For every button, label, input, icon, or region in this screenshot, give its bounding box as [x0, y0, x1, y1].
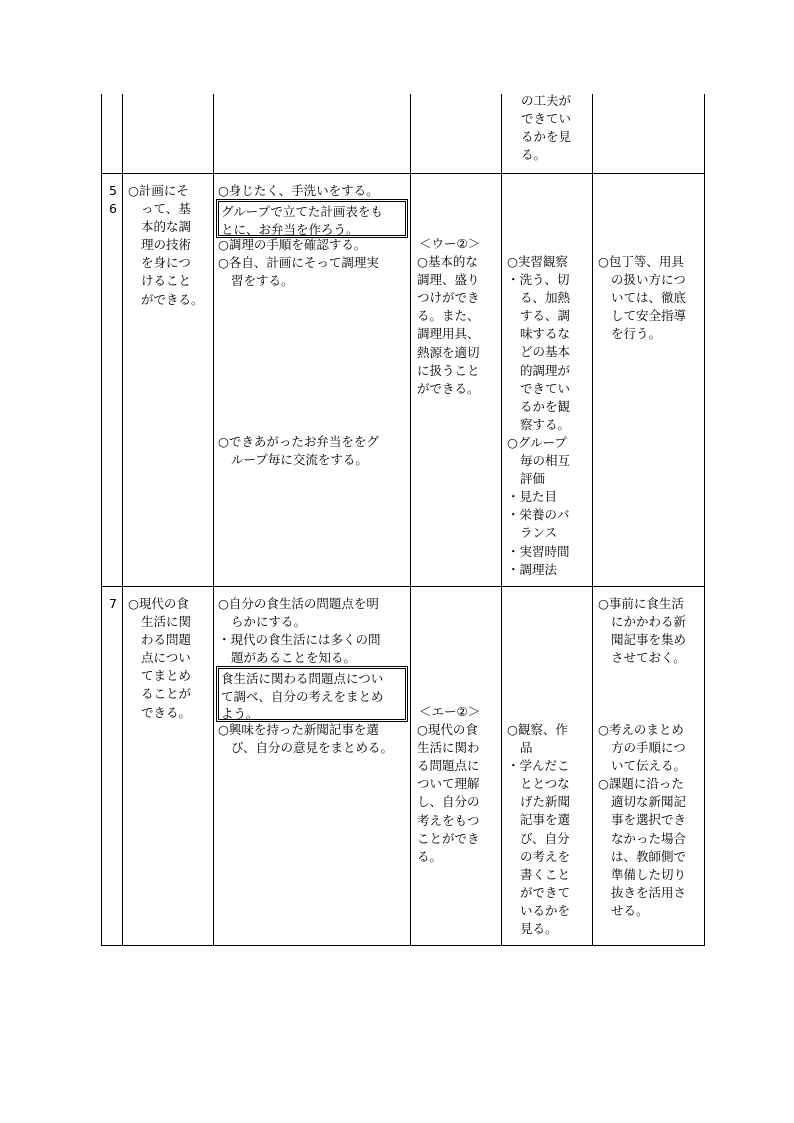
row56-evaluation-method — [507, 253, 570, 579]
text-line: ・洗う、切 — [507, 272, 570, 288]
text-line: つけができ — [417, 290, 480, 306]
text-line: ○できあがったお弁当ををグ — [218, 434, 379, 449]
text-line: できてい — [521, 111, 572, 127]
text-line: 毎の相互 — [520, 453, 571, 469]
text-line: ついて理解 — [417, 776, 480, 792]
text-line: て調べ、自分の考えをまとめ — [221, 688, 384, 704]
row7-goal — [128, 595, 191, 722]
text-line: を行う。 — [611, 326, 662, 342]
text-line: 理の技術 — [141, 237, 192, 253]
text-line: 的調理が — [520, 362, 571, 378]
lesson-number — [109, 182, 117, 218]
column-divider — [122, 94, 123, 946]
text-line: ○自分の食生活の問題点を明 — [218, 596, 379, 611]
text-line: 書くこと — [520, 866, 571, 882]
text-line: ることが — [141, 686, 192, 702]
text-line: よう。 — [221, 706, 259, 721]
text-line: ととつな — [520, 776, 570, 792]
text-line: る。 — [521, 147, 547, 163]
text-line: ランス — [520, 525, 558, 541]
text-line: る。また、 — [417, 308, 480, 324]
text-line: ○観察、作 — [507, 722, 568, 737]
row56-activity-exchange — [218, 433, 379, 469]
column-divider — [410, 94, 411, 946]
text-line: ・見た目 — [507, 489, 558, 505]
top-row-evaluation-method — [521, 92, 571, 164]
text-line: ○グループ — [507, 434, 567, 450]
text-line: 考えをもつ — [417, 812, 480, 828]
table-border-bottom — [101, 945, 705, 946]
row56-support — [598, 253, 686, 343]
text-line: 調理用具、 — [417, 326, 480, 342]
text-line: るかを観 — [520, 398, 571, 414]
text-line: 食生活に関わる問題点につい — [221, 671, 384, 686]
row56-activity-first — [218, 182, 379, 200]
text-line: して安全指導 — [611, 308, 687, 324]
text-line: グループで立てた計画表をも — [221, 204, 383, 219]
row-divider — [101, 586, 705, 587]
text-line: の考えを — [520, 848, 571, 864]
text-line: いるかを — [520, 902, 571, 918]
row7-support-top — [598, 595, 686, 667]
text-line: ○考えのまとめ — [598, 722, 684, 737]
text-line: 評価 — [520, 471, 546, 487]
text-line: の工夫が — [521, 93, 572, 108]
text-line: できる。 — [141, 704, 192, 720]
text-line: ○身じたく、手洗いをする。 — [218, 183, 379, 198]
text-line: 味するな — [520, 326, 571, 342]
lesson-number — [109, 595, 117, 613]
text-line: いて伝える。 — [611, 758, 687, 774]
row56-goal — [128, 182, 204, 309]
text-line: ・栄養のバ — [507, 507, 570, 523]
text-line: 抜きを活用さ — [611, 884, 687, 900]
text-line: けること — [141, 273, 192, 289]
viewpoint-tag: ＜エー②＞ — [419, 704, 481, 719]
text-line: てまとめ — [141, 668, 192, 684]
text-line: ○基本的な — [417, 254, 478, 270]
text-line: 点につい — [141, 650, 191, 666]
text-line: ○事前に食生活 — [598, 596, 684, 611]
text-line: ことができ — [417, 830, 480, 846]
text-line: ○興味を持った新聞記事を選 — [218, 722, 379, 737]
text-line: 品 — [520, 740, 533, 756]
text-line: ○課題に沿った — [598, 776, 684, 792]
column-divider — [501, 94, 502, 946]
text-line: び、自分の意見をまとめる。 — [231, 740, 394, 756]
text-line: る。 — [417, 848, 443, 864]
text-line: なかった場合 — [611, 830, 687, 846]
row7-viewpoint — [417, 703, 480, 866]
text-line: ○現代の食 — [128, 596, 189, 611]
row7-support-bottom — [598, 721, 686, 920]
row56-viewpoint — [417, 235, 480, 398]
text-line: ○包丁等、用具 — [598, 254, 684, 269]
row56-task-box — [216, 199, 408, 238]
row56-activity-steps — [218, 236, 379, 290]
text-line: ができて — [520, 884, 571, 900]
text-line: ○現代の食 — [417, 722, 478, 738]
text-line: る問題点に — [417, 758, 480, 774]
text-line: 習をする。 — [231, 273, 294, 289]
text-line: 見る。 — [520, 921, 558, 937]
text-line: ・実習時間 — [507, 543, 570, 559]
text-line: ・学んだこ — [507, 758, 570, 774]
row7-activity-first — [218, 595, 381, 667]
text-line: 調理、盛り — [417, 272, 480, 288]
text-line: どの基本 — [520, 344, 571, 360]
text-line: げた新聞 — [520, 794, 571, 810]
text-line: 記事を選 — [520, 812, 571, 828]
lesson-plan-table — [101, 94, 705, 946]
text-line: 生活に関 — [141, 614, 192, 630]
text-line: ○計画にそ — [128, 183, 189, 198]
text-line: ができる。 — [141, 291, 204, 307]
text-line: 方の手順につ — [611, 740, 686, 756]
text-line: ・現代の食生活には多くの問 — [218, 632, 381, 648]
text-line: とに、お弁当を作ろう。 — [221, 221, 359, 237]
text-line: ○実習観察 — [507, 254, 568, 269]
text-line: 事を選択でき — [611, 812, 687, 828]
row7-task-box — [216, 666, 408, 722]
text-line: 準備した切り — [611, 866, 687, 882]
text-line: 熱源を適切 — [417, 344, 480, 360]
table-border-left — [101, 94, 102, 946]
text-line: 適切な新聞記 — [611, 794, 687, 810]
text-line: させておく。 — [611, 650, 686, 666]
text-line: を身につ — [141, 255, 191, 271]
text-line: 生活に関わ — [417, 740, 480, 756]
text-line: し、自分の — [417, 794, 480, 810]
text-line: 6 — [109, 201, 117, 217]
text-line: 7 — [109, 596, 117, 611]
text-line: って、基 — [141, 201, 191, 217]
text-line: わる問題 — [141, 632, 192, 648]
text-line: に扱うこと — [417, 362, 480, 378]
text-line: ・調理法 — [507, 561, 558, 577]
column-divider — [213, 94, 214, 946]
text-line: にかかわる新 — [611, 614, 687, 630]
column-divider — [592, 94, 593, 946]
text-line: は、教師側で — [611, 848, 687, 864]
text-line: ができる。 — [417, 380, 480, 396]
table-border-right — [704, 94, 705, 946]
text-line: ○各自、計画にそって調理実 — [218, 255, 379, 271]
text-line: の扱い方につ — [611, 272, 686, 288]
text-line: いては、徹底 — [611, 290, 687, 306]
viewpoint-tag: ＜ウー②＞ — [419, 236, 481, 251]
text-line: るかを見 — [521, 129, 572, 145]
text-line: る、加熱 — [520, 290, 571, 306]
text-line: ループ毎に交流をする。 — [231, 452, 368, 468]
text-line: 察する。 — [520, 416, 571, 432]
text-line: 聞記事を集め — [611, 632, 687, 648]
text-line: 本的な調 — [141, 219, 192, 235]
text-line: する、調 — [520, 308, 571, 324]
text-line: できてい — [520, 380, 571, 396]
text-line: せる。 — [611, 902, 649, 918]
row7-activity-last — [218, 721, 393, 757]
row-divider — [101, 173, 705, 174]
text-line: 題があることを知る。 — [231, 650, 357, 666]
text-line: らかにする。 — [231, 614, 307, 630]
text-line: び、自分 — [520, 830, 570, 846]
row7-evaluation-method — [507, 721, 570, 938]
text-line: 5 — [109, 183, 117, 198]
text-line: ○調理の手順を確認する。 — [218, 237, 367, 252]
